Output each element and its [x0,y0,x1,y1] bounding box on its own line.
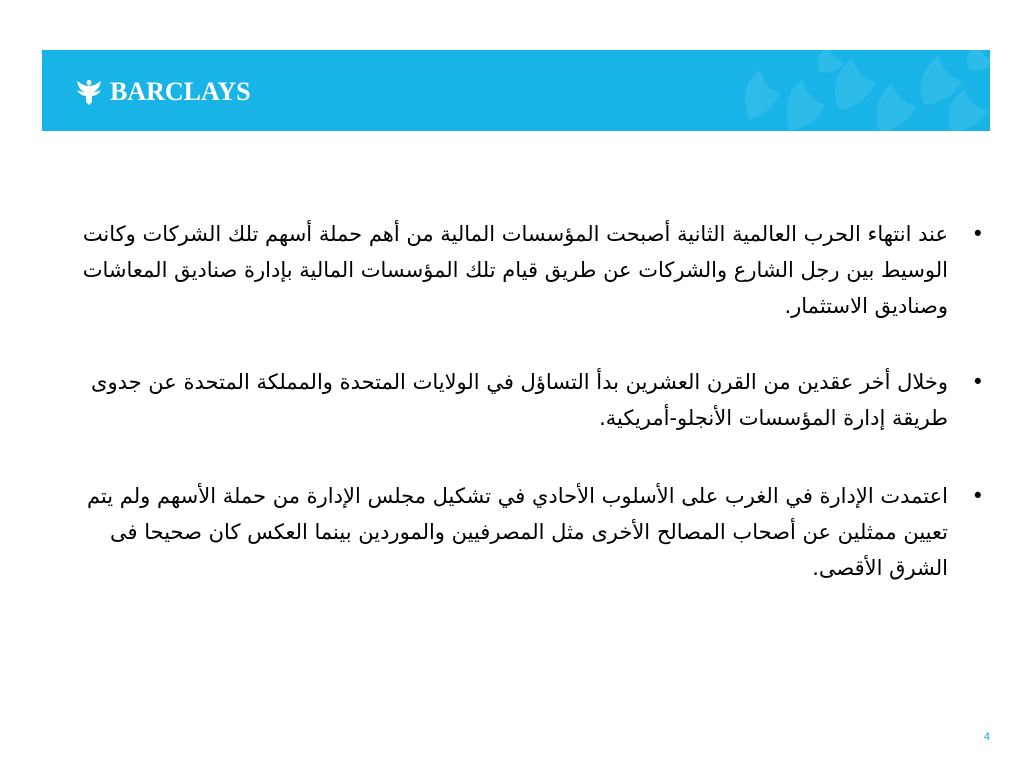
bullet-icon: • [971,484,984,508]
list-item [60,216,990,324]
bullet-text: اعتمدت الإدارة في الغرب على الأسلوب الأحادي في تشكيل مجلس الإدارة من حملة الأسهم ولم يتم تعيين ممثلين عن أصحاب المصالح الأخرى مثل المصرفيين والموردين بينما العكس كان صحيحا فى الشرق الأقصى. [86,484,948,580]
bullet-list [60,216,990,586]
header-banner [42,50,990,131]
bullet-icon: • [971,370,984,394]
list-item [60,364,990,436]
barclays-logo [74,76,251,108]
page-number: 4 [983,731,990,743]
brand-name: BARCLAYS [110,77,251,106]
bullet-text: عند انتهاء الحرب العالمية الثانية أصبحت المؤسسات المالية من أهم حملة أسهم تلك الشركات وكانت الوسيط بين رجل الشارع والشركات عن طريق قيام تلك المؤسسات المالية بإدارة صناديق المعاشات وصناديق الاستثمار. [82,222,948,318]
main-content [60,216,990,626]
eagle-pattern-icon [730,50,990,131]
bullet-icon: • [971,222,984,246]
bullet-text: وخلال أخر عقدين من القرن العشرين بدأ التساؤل في الولايات المتحدة والمملكة المتحدة عن جدوى طريقة إدارة المؤسسات الأنجلو-أمريكية. [91,370,948,430]
list-item [60,478,990,586]
barclays-eagle-icon [74,77,104,107]
